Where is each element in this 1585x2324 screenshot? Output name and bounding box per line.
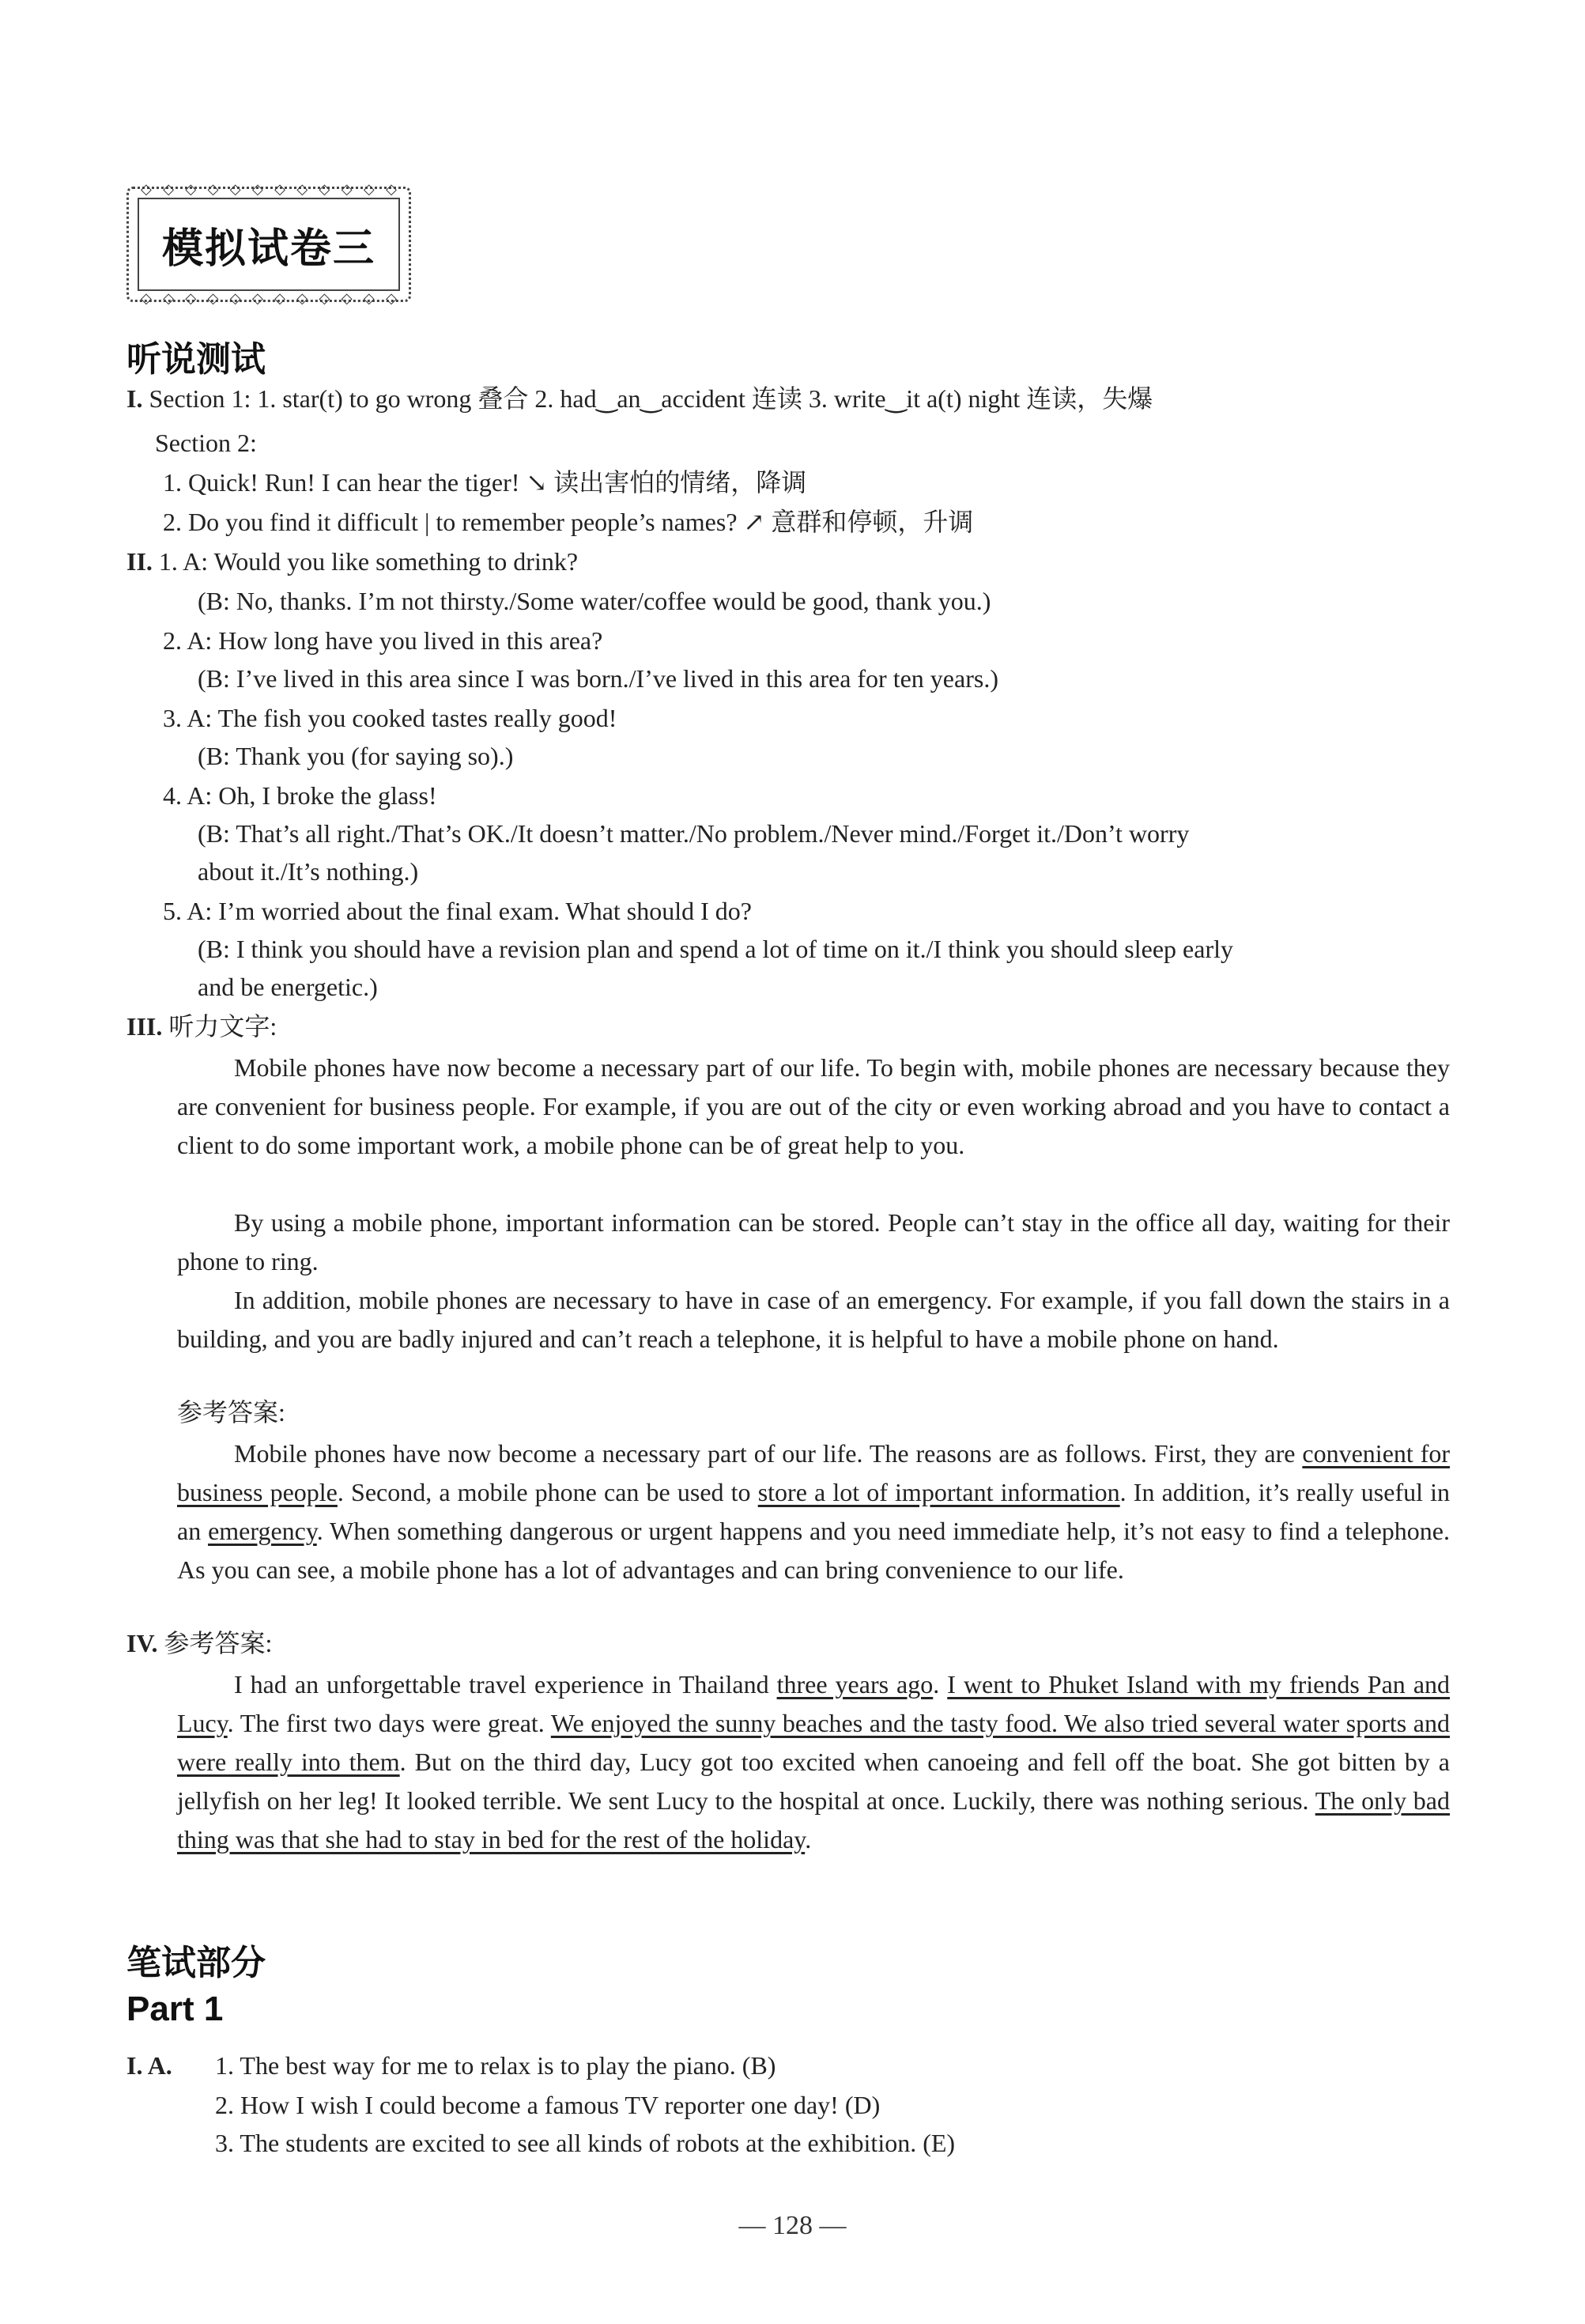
part2-a4-line1: (B: That’s all right./That’s OK./It doesn’t matter./No problem./Never mind./Forget it./Don’t worry <box>198 819 1190 848</box>
part2-a5-line2: and be energetic.) <box>198 973 378 1001</box>
part2-a1: (B: No, thanks. I’m not thirsty./Some water/coffee would be good, thank you.) <box>198 587 991 615</box>
written-item-1: I. A. 1. The best way for me to relax is to play the piano. (B) <box>126 2051 776 2080</box>
section-heading-written: 笔试部分 <box>126 1943 266 1983</box>
part3-answer-label: 参考答案: <box>177 1398 285 1427</box>
page-number: — 128 — <box>738 2211 847 2240</box>
page-title: 模拟试卷三 <box>161 225 375 273</box>
diamond-decoration-bottom: ◇ ◇ ◇ ◇ ◇ ◇ ◇ ◇ ◇ ◇ ◇ ◇ <box>141 290 397 307</box>
title-frame <box>126 181 411 307</box>
written-item-3: 3. The students are excited to see all kinds of robots at the exhibition. (E) <box>215 2129 956 2157</box>
part4-answer-paragraph: I had an unforgettable travel experience in Thailand three years ago. I went to Phuket Island with my friends Pan and Lucy. The first two days were great. We enjoyed the sunny beaches and the tasty food. We also tried several water sports and were really into them. But on the third day, Lucy got too excited when canoeing and fell off the boat. She got bitten by a jellyfish on her leg! It looked terrible. We sent Lucy to the hospital at once. Luckily, there was nothing serious. The only bad thing was that she had to stay in bed for the rest of the holiday. <box>177 1670 1451 1854</box>
part2-q1: II. 1. A: Would you like something to drink? <box>126 547 579 576</box>
part3-paragraph-2: By using a mobile phone, important information can be stored. People can’t stay in the office all day, waiting for their phone to ring. <box>177 1208 1450 1275</box>
part2-a2: (B: I’ve lived in this area since I was born./I’ve lived in this area for ten years.) <box>198 664 998 693</box>
part2-a4-line2: about it./It’s nothing.) <box>198 857 419 886</box>
part2-a5-line1: (B: I think you should have a revision plan and spend a lot of time on it./I think you should sleep early <box>198 935 1233 963</box>
part1-line1: I. Section 1: 1. star(t) to go wrong 叠合 2. had‿an‿accident 连读 3. write‿it a(t) night 连读，失爆 <box>126 384 1153 413</box>
written-item-2: 2. How I wish I could become a famous TV reporter one day! (D) <box>215 2091 881 2119</box>
part4-intro: IV. 参考答案: <box>126 1629 273 1657</box>
part2-q5: 5. A: I’m worried about the final exam. What should I do? <box>163 897 752 925</box>
part3-intro: III. 听力文字: <box>126 1012 277 1041</box>
part3-answer-paragraph: Mobile phones have now become a necessary part of our life. The reasons are as follows. First, they are convenient for business people. Second, a mobile phone can be used to store a lot of important information. In addition, it’s really useful in an emergency. When something dangerous or urgent happens and you need immediate help, it’s not easy to find a telephone. As you can see, a mobile phone has a lot of advantages and can bring convenience to our life. <box>177 1439 1451 1584</box>
part1-label: I. <box>126 384 143 413</box>
part-heading: Part 1 <box>126 1990 224 2028</box>
part2-q3: 3. A: The fish you cooked tastes really good! <box>163 704 617 732</box>
part1-line3: 1. Quick! Run! I can hear the tiger! ↘ 读出害怕的情绪，降调 <box>163 468 807 497</box>
section-heading-listening: 听说测试 <box>126 339 266 380</box>
part3-paragraph-1: Mobile phones have now become a necessary part of our life. To begin with, mobile phones are necessary because they are convenient for business people. For example, if you are out of the city or even working abroad and you have to contact a client to do some important work, a mobile phone can be of great help to you. <box>177 1053 1450 1159</box>
part2-q4: 4. A: Oh, I broke the glass! <box>163 781 437 810</box>
part2-q2: 2. A: How long have you lived in this area? <box>163 626 603 655</box>
part2-a3: (B: Thank you (for saying so).) <box>198 742 514 770</box>
part1-line2: Section 2: <box>155 429 257 457</box>
part1-line4: 2. Do you find it difficult | to remember people’s names? ↗ 意群和停顿，升调 <box>163 508 974 536</box>
part3-paragraph-3: In addition, mobile phones are necessary to have in case of an emergency. For example, if you fall down the stairs in a building, and you are badly injured and can’t reach a telephone, it is helpful to have a mobile phone on hand. <box>177 1286 1450 1353</box>
diamond-decoration-top: ◇ ◇ ◇ ◇ ◇ ◇ ◇ ◇ ◇ ◇ ◇ ◇ <box>141 181 397 198</box>
